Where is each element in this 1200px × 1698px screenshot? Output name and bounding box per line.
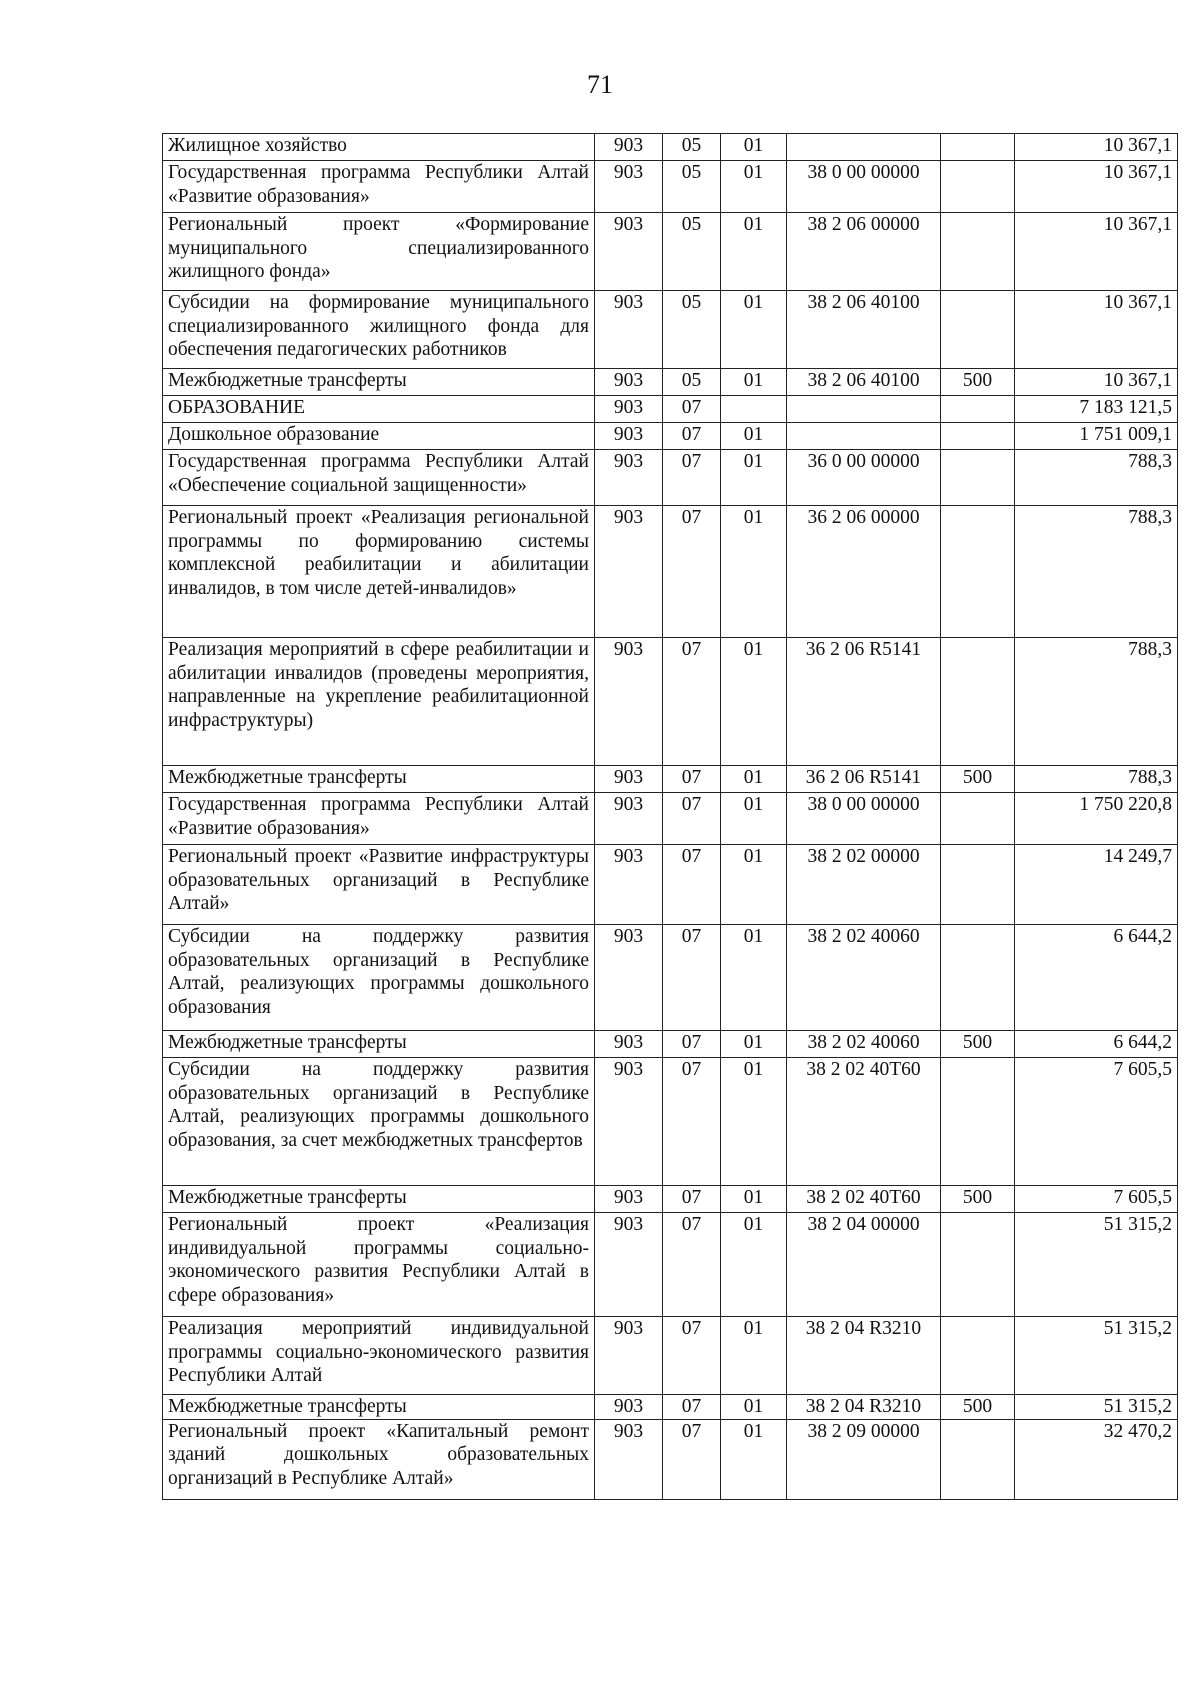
expense-type-code (941, 1058, 1015, 1186)
amount: 14 249,7 (1015, 845, 1178, 925)
admin-code: 903 (595, 213, 663, 291)
table-row (163, 925, 1178, 1031)
page-number: 71 (587, 70, 613, 99)
section-code: 07 (663, 1031, 721, 1058)
expense-type-code (941, 638, 1015, 766)
item-name: Региональный проект «Реализация индивидуальной программы социально-экономического развития Республики Алтай в сфере образования» (163, 1213, 595, 1317)
budget-table (162, 133, 1178, 1500)
section-code: 07 (663, 1058, 721, 1186)
item-name: Реализация мероприятий индивидуальной программы социально-экономического развития Республики Алтай (163, 1317, 595, 1395)
amount: 6 644,2 (1015, 1031, 1178, 1058)
subsection-code: 01 (721, 793, 787, 845)
subsection-code: 01 (721, 369, 787, 396)
item-name: Региональный проект «Развитие инфраструктуры образовательных организаций в Республике Алтай» (163, 845, 595, 925)
amount: 32 470,2 (1015, 1419, 1178, 1499)
subsection-code: 01 (721, 1186, 787, 1213)
admin-code: 903 (595, 1395, 663, 1420)
table-row (163, 213, 1178, 291)
target-article-code: 38 0 00 00000 (787, 161, 941, 213)
target-article-code: 38 0 00 00000 (787, 793, 941, 845)
item-name: Реализация мероприятий в сфере реабилитации и абилитации инвалидов (проведены мероприятия, направленные на укрепление реабилитационной инфраструктуры) (163, 638, 595, 766)
amount: 6 644,2 (1015, 925, 1178, 1031)
table-row (163, 291, 1178, 369)
item-name: Межбюджетные трансферты (163, 369, 595, 396)
amount: 10 367,1 (1015, 369, 1178, 396)
amount: 788,3 (1015, 766, 1178, 793)
expense-type-code (941, 1419, 1015, 1499)
admin-code: 903 (595, 766, 663, 793)
section-code: 07 (663, 1213, 721, 1317)
subsection-code: 01 (721, 423, 787, 450)
expense-type-code: 500 (941, 369, 1015, 396)
admin-code: 903 (595, 793, 663, 845)
expense-type-code (941, 134, 1015, 161)
table-row (163, 766, 1178, 793)
target-article-code: 36 2 06 R5141 (787, 766, 941, 793)
section-code: 07 (663, 1395, 721, 1420)
amount: 7 605,5 (1015, 1186, 1178, 1213)
subsection-code (721, 396, 787, 423)
item-name: Субсидии на поддержку развития образовательных организаций в Республике Алтай, реализующих программы дошкольного образования (163, 925, 595, 1031)
item-name: Межбюджетные трансферты (163, 1031, 595, 1058)
subsection-code: 01 (721, 134, 787, 161)
expense-type-code: 500 (941, 1031, 1015, 1058)
admin-code: 903 (595, 291, 663, 369)
budget-table-body (163, 134, 1178, 1500)
expense-type-code (941, 1317, 1015, 1395)
table-row (163, 638, 1178, 766)
table-row (163, 845, 1178, 925)
amount: 10 367,1 (1015, 134, 1178, 161)
subsection-code: 01 (721, 161, 787, 213)
admin-code: 903 (595, 450, 663, 506)
admin-code: 903 (595, 1031, 663, 1058)
subsection-code: 01 (721, 845, 787, 925)
item-name: Государственная программа Республики Алтай «Развитие образования» (163, 793, 595, 845)
amount: 788,3 (1015, 450, 1178, 506)
section-code: 07 (663, 423, 721, 450)
admin-code: 903 (595, 369, 663, 396)
target-article-code (787, 134, 941, 161)
amount: 788,3 (1015, 506, 1178, 638)
target-article-code: 38 2 02 40Т60 (787, 1058, 941, 1186)
item-name: Региональный проект «Капитальный ремонт зданий дошкольных образовательных организаций в Республике Алтай» (163, 1419, 595, 1499)
target-article-code: 38 2 06 40100 (787, 291, 941, 369)
amount: 1 751 009,1 (1015, 423, 1178, 450)
amount: 788,3 (1015, 638, 1178, 766)
section-code: 07 (663, 638, 721, 766)
section-code: 07 (663, 1317, 721, 1395)
admin-code: 903 (595, 161, 663, 213)
table-row (163, 1213, 1178, 1317)
admin-code: 903 (595, 1213, 663, 1317)
subsection-code: 01 (721, 450, 787, 506)
table-row (163, 450, 1178, 506)
subsection-code: 01 (721, 638, 787, 766)
expense-type-code: 500 (941, 1186, 1015, 1213)
section-code: 05 (663, 369, 721, 396)
item-name: Дошкольное образование (163, 423, 595, 450)
expense-type-code (941, 291, 1015, 369)
section-code: 07 (663, 396, 721, 423)
subsection-code: 01 (721, 1317, 787, 1395)
target-article-code: 38 2 02 40Т60 (787, 1186, 941, 1213)
target-article-code (787, 423, 941, 450)
table-row (163, 161, 1178, 213)
subsection-code: 01 (721, 291, 787, 369)
item-name: ОБРАЗОВАНИЕ (163, 396, 595, 423)
subsection-code: 01 (721, 213, 787, 291)
expense-type-code (941, 506, 1015, 638)
expense-type-code (941, 423, 1015, 450)
table-row (163, 423, 1178, 450)
section-code: 07 (663, 1186, 721, 1213)
admin-code: 903 (595, 506, 663, 638)
subsection-code: 01 (721, 766, 787, 793)
admin-code: 903 (595, 396, 663, 423)
section-code: 05 (663, 291, 721, 369)
admin-code: 903 (595, 1058, 663, 1186)
admin-code: 903 (595, 1317, 663, 1395)
table-row (163, 506, 1178, 638)
section-code: 07 (663, 1419, 721, 1499)
target-article-code: 38 2 02 40060 (787, 1031, 941, 1058)
expense-type-code (941, 845, 1015, 925)
amount: 51 315,2 (1015, 1317, 1178, 1395)
admin-code: 903 (595, 845, 663, 925)
table-row (163, 1317, 1178, 1395)
admin-code: 903 (595, 1186, 663, 1213)
target-article-code: 38 2 04 R3210 (787, 1395, 941, 1420)
table-row (163, 1031, 1178, 1058)
subsection-code: 01 (721, 1395, 787, 1420)
item-name: Государственная программа Республики Алтай «Обеспечение социальной защищенности» (163, 450, 595, 506)
section-code: 07 (663, 766, 721, 793)
target-article-code: 36 2 06 R5141 (787, 638, 941, 766)
subsection-code: 01 (721, 925, 787, 1031)
target-article-code: 38 2 02 40060 (787, 925, 941, 1031)
section-code: 05 (663, 161, 721, 213)
amount: 7 183 121,5 (1015, 396, 1178, 423)
table-row (163, 793, 1178, 845)
target-article-code: 38 2 04 R3210 (787, 1317, 941, 1395)
section-code: 05 (663, 134, 721, 161)
admin-code: 903 (595, 638, 663, 766)
expense-type-code (941, 925, 1015, 1031)
item-name: Межбюджетные трансферты (163, 1395, 595, 1420)
target-article-code (787, 396, 941, 423)
section-code: 07 (663, 450, 721, 506)
table-row (163, 369, 1178, 396)
section-code: 05 (663, 213, 721, 291)
amount: 10 367,1 (1015, 213, 1178, 291)
amount: 1 750 220,8 (1015, 793, 1178, 845)
target-article-code: 36 0 00 00000 (787, 450, 941, 506)
target-article-code: 36 2 06 00000 (787, 506, 941, 638)
target-article-code: 38 2 04 00000 (787, 1213, 941, 1317)
item-name: Межбюджетные трансферты (163, 766, 595, 793)
table-row (163, 1395, 1178, 1420)
subsection-code: 01 (721, 1213, 787, 1317)
amount: 10 367,1 (1015, 161, 1178, 213)
expense-type-code (941, 793, 1015, 845)
subsection-code: 01 (721, 1058, 787, 1186)
admin-code: 903 (595, 423, 663, 450)
section-code: 07 (663, 793, 721, 845)
admin-code: 903 (595, 1419, 663, 1499)
item-name: Субсидии на формирование муниципального специализированного жилищного фонда для обеспечения педагогических работников (163, 291, 595, 369)
amount: 7 605,5 (1015, 1058, 1178, 1186)
amount: 51 315,2 (1015, 1213, 1178, 1317)
subsection-code: 01 (721, 1031, 787, 1058)
expense-type-code (941, 396, 1015, 423)
table-row (163, 1419, 1178, 1499)
item-name: Региональный проект «Реализация региональной программы по формированию системы комплексной реабилитации и абилитации инвалидов, в том числе детей-инвалидов» (163, 506, 595, 638)
section-code: 07 (663, 925, 721, 1031)
admin-code: 903 (595, 134, 663, 161)
subsection-code: 01 (721, 506, 787, 638)
item-name: Региональный проект «Формирование муниципального специализированного жилищного фонда» (163, 213, 595, 291)
amount: 10 367,1 (1015, 291, 1178, 369)
table-row (163, 134, 1178, 161)
target-article-code: 38 2 06 00000 (787, 213, 941, 291)
target-article-code: 38 2 09 00000 (787, 1419, 941, 1499)
subsection-code: 01 (721, 1419, 787, 1499)
item-name: Межбюджетные трансферты (163, 1186, 595, 1213)
expense-type-code (941, 1213, 1015, 1317)
expense-type-code: 500 (941, 766, 1015, 793)
section-code: 07 (663, 845, 721, 925)
table-row (163, 1186, 1178, 1213)
target-article-code: 38 2 06 40100 (787, 369, 941, 396)
target-article-code: 38 2 02 00000 (787, 845, 941, 925)
item-name: Субсидии на поддержку развития образовательных организаций в Республике Алтай, реализующих программы дошкольного образования, за счет межбюджетных трансфертов (163, 1058, 595, 1186)
expense-type-code (941, 450, 1015, 506)
section-code: 07 (663, 506, 721, 638)
amount: 51 315,2 (1015, 1395, 1178, 1420)
item-name: Жилищное хозяйство (163, 134, 595, 161)
expense-type-code (941, 161, 1015, 213)
admin-code: 903 (595, 925, 663, 1031)
table-row (163, 1058, 1178, 1186)
expense-type-code (941, 213, 1015, 291)
item-name: Государственная программа Республики Алтай «Развитие образования» (163, 161, 595, 213)
expense-type-code: 500 (941, 1395, 1015, 1420)
table-row (163, 396, 1178, 423)
